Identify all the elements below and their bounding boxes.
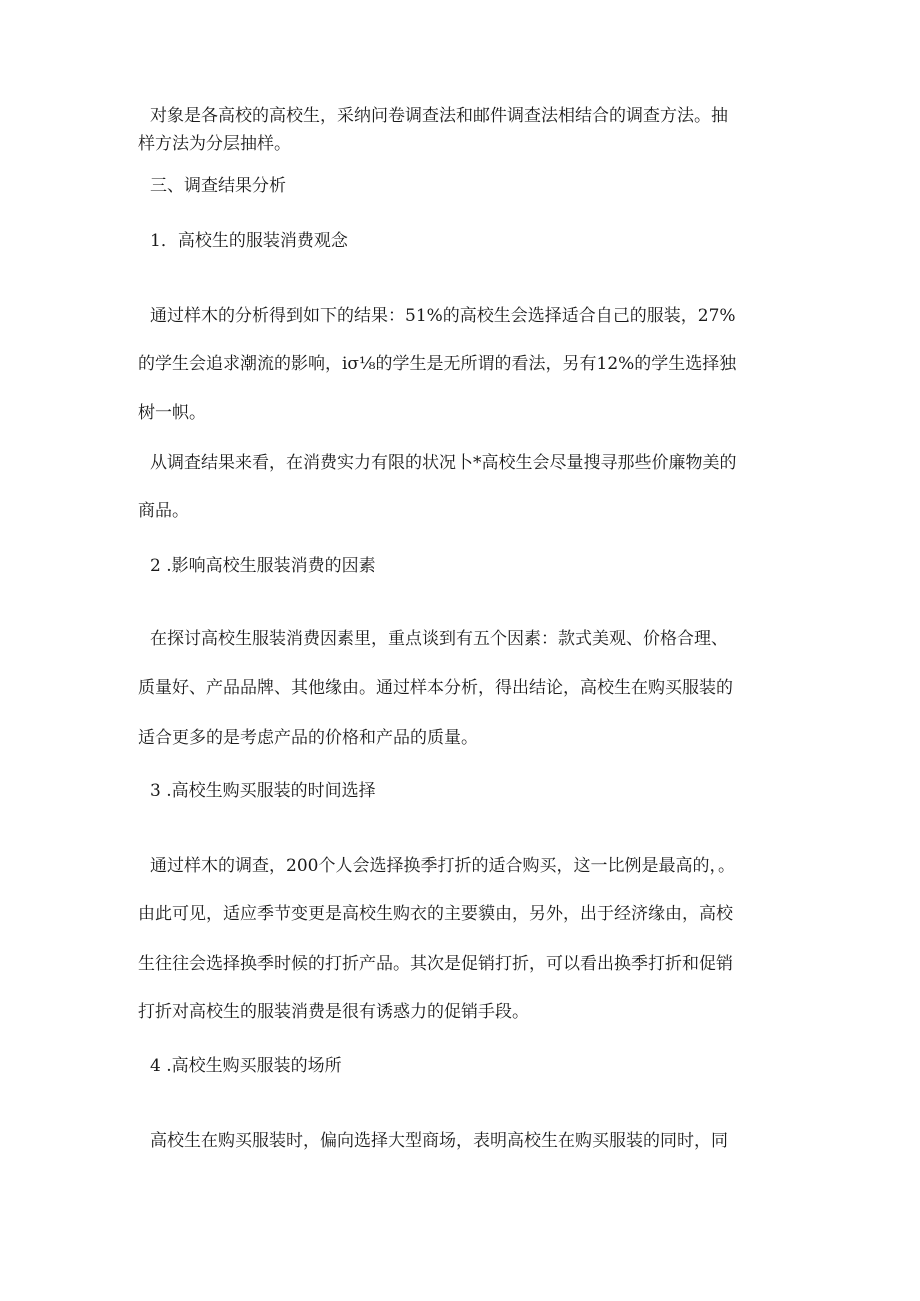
paragraph-line: 高校生在购买服装时，偏向选择大型商场，表明高校生在购买服装的同时，同 [150, 1131, 728, 1151]
subsection-heading: 3 .高校生购买服装的时间选择 [150, 781, 376, 801]
paragraph-line: 由此可见，适应季节变更是高校生购衣的主要貘由，另外，出于经济缘由，高校 [138, 904, 733, 924]
paragraph-line: 从调査结果来看，在消费实力有限的状况卜*高校生会尽量搜寻那些价廉物美的 [150, 453, 737, 473]
paragraph-line: 商品。 [138, 501, 189, 521]
paragraph-line: 对象是各高校的高校生，采纳问卷调查法和邮件调查法相结合的调查方法。抽 [150, 106, 728, 126]
paragraph-line: 样方法为分层抽样。 [138, 134, 291, 154]
paragraph-line: 通过样木的分析得到如下的结果：51%的高校生会选择适合自己的服装，27% [150, 306, 736, 326]
section-heading: 三、调查结果分析 [150, 176, 286, 196]
paragraph-line: 质量好、产品品牌、其他缘由。通过样本分析，得出结论，高校生在购买服装的 [138, 678, 733, 698]
paragraph-line: 在探讨高校生服装消费因素里，重点谈到有五个因素：款式美观、价格合理、 [150, 629, 728, 649]
subsection-heading: 4 .高校生购买服装的场所 [150, 1056, 342, 1076]
paragraph-line: 树一帜。 [138, 403, 206, 423]
paragraph-line: 的学生会追求潮流的影响，iσ⅛的学生是无所谓的看法，另有12%的学生选择独 [138, 354, 737, 374]
paragraph-line: 适合更多的是考虑产品的价格和产品的质量。 [138, 728, 478, 748]
paragraph-line: 打折对高校生的服装消费是很有诱惑力的促销手段。 [138, 1002, 529, 1022]
subsection-heading: 1．高校生的服装消费观念 [150, 231, 348, 251]
paragraph-line: 生往往会选择换季时候的打折产品。其次是促销打折，可以看出换季打折和促销 [138, 954, 733, 974]
paragraph-line: 通过样木的调查，200个人会选择换季打折的适合购买，这一比例是最高的，。 [150, 856, 735, 876]
subsection-heading: 2 .影响高校生服装消费的因素 [150, 556, 376, 576]
